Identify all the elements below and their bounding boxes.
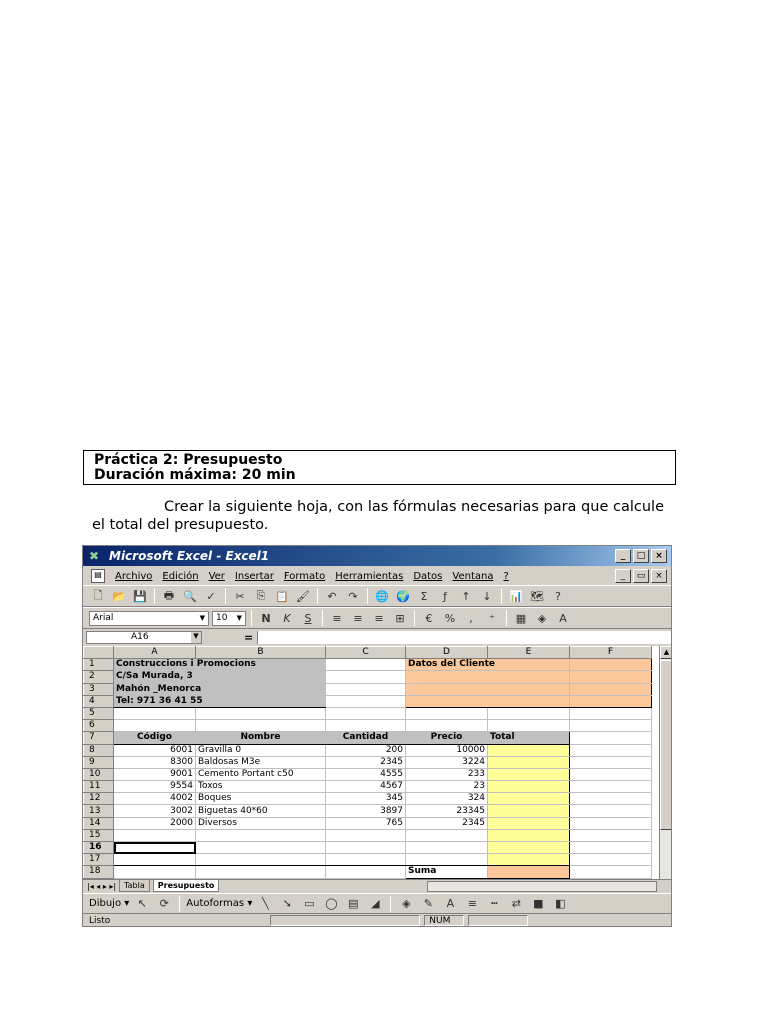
rotate-icon[interactable]: ⟳	[159, 897, 169, 910]
row-header[interactable]: 3	[84, 683, 114, 695]
menu-herramientas[interactable]: Herramientas	[335, 570, 404, 582]
cell[interactable]	[570, 817, 652, 829]
autoshapes-button[interactable]: Autoformas ▾	[186, 898, 253, 909]
format-painter-icon[interactable]: 🖌	[296, 589, 310, 603]
currency-icon[interactable]: €	[425, 611, 433, 625]
standard-toolbar	[83, 585, 671, 607]
cell[interactable]	[326, 854, 406, 866]
cell[interactable]	[114, 854, 196, 866]
table-row	[84, 805, 652, 817]
save-icon[interactable]: 💾	[133, 589, 147, 603]
line-icon[interactable]: ╲	[262, 897, 269, 910]
cut-icon[interactable]: ✂	[235, 589, 245, 603]
item-precio[interactable]: 2345	[406, 817, 488, 829]
row-header[interactable]: 13	[84, 805, 114, 817]
chart-wizard-icon[interactable]: 📊	[509, 589, 523, 603]
align-right-icon[interactable]: ≡	[374, 611, 384, 625]
item-total[interactable]	[488, 756, 570, 768]
table-row	[84, 793, 652, 805]
window-title: Microsoft Excel - Excel1	[109, 549, 270, 563]
wordart-icon[interactable]: ◢	[371, 897, 380, 910]
cell[interactable]	[406, 707, 488, 719]
cell[interactable]	[570, 805, 652, 817]
item-total[interactable]	[488, 768, 570, 780]
cell[interactable]	[326, 720, 406, 732]
menu-ver[interactable]: Ver	[208, 570, 225, 582]
suma-label-cell[interactable]: Suma	[406, 866, 488, 878]
chevron-down-icon[interactable]: ▼	[191, 632, 201, 643]
item-total[interactable]	[488, 744, 570, 756]
align-left-icon[interactable]: ≡	[332, 611, 342, 625]
cell[interactable]	[326, 866, 406, 878]
font-color-icon[interactable]: A	[559, 611, 567, 625]
row-header[interactable]: 8	[84, 744, 114, 756]
table-row	[84, 744, 652, 756]
column-header-c[interactable]: C	[326, 647, 406, 659]
paste-icon[interactable]: 📋	[275, 589, 289, 603]
cell[interactable]	[114, 707, 196, 719]
cell[interactable]	[570, 659, 652, 671]
sort-asc-icon[interactable]: ↑	[461, 589, 471, 603]
menu-formato[interactable]: Formato	[283, 570, 326, 582]
cell[interactable]	[326, 707, 406, 719]
close-button[interactable]: ×	[651, 549, 667, 563]
practice-title: Práctica 2: Presupuesto	[94, 452, 283, 468]
column-header-b[interactable]: B	[196, 647, 326, 659]
intro-paragraph: Crear la siguiente hoja, con las fórmulas necesarias para que calcule el total del presupuesto.	[92, 499, 664, 533]
line-color-icon[interactable]: ✎	[423, 897, 433, 910]
oval-icon[interactable]: ◯	[325, 897, 338, 910]
item-cantidad[interactable]: 345	[326, 793, 406, 805]
cell[interactable]	[570, 732, 652, 744]
cell[interactable]	[196, 720, 326, 732]
cell[interactable]	[570, 768, 652, 780]
item-precio[interactable]: 3224	[406, 756, 488, 768]
sheet-nav-icons[interactable]: |◂ ◂ ▸ ▸|	[87, 881, 117, 891]
chevron-down-icon: ▼	[236, 614, 242, 622]
cell[interactable]	[326, 683, 406, 695]
vertical-scrollbar[interactable]	[659, 646, 672, 879]
client-cell[interactable]	[406, 695, 570, 707]
cell[interactable]	[406, 720, 488, 732]
cell[interactable]	[570, 744, 652, 756]
row-header[interactable]: 2	[84, 671, 114, 683]
row-header[interactable]: 15	[84, 829, 114, 841]
toolbar-separator	[225, 588, 226, 604]
doc-close-button[interactable]: ×	[651, 569, 667, 583]
item-codigo[interactable]: 6001	[114, 744, 196, 756]
toolbar-separator	[322, 610, 323, 626]
cell[interactable]	[406, 842, 488, 854]
column-header-f[interactable]: F	[570, 647, 652, 659]
maximize-button[interactable]: □	[633, 549, 649, 563]
cell[interactable]	[196, 829, 326, 841]
dash-style-icon[interactable]: ┅	[491, 897, 498, 910]
formula-bar	[83, 629, 671, 645]
italic-icon[interactable]: K	[283, 611, 291, 625]
copy-icon[interactable]: ⎘	[256, 589, 266, 602]
spelling-icon[interactable]: ✓	[206, 589, 216, 603]
line-style-icon[interactable]: ≡	[467, 897, 477, 910]
menu-archivo[interactable]: Archivo	[115, 570, 153, 582]
sheet-tabs-bar	[83, 879, 671, 892]
cell[interactable]	[114, 866, 196, 878]
header-total[interactable]: Total	[488, 732, 570, 744]
header-cantidad[interactable]: Cantidad	[326, 732, 406, 744]
thousands-icon[interactable]: ,	[469, 611, 473, 625]
row-header[interactable]: 18	[84, 866, 114, 878]
row-header[interactable]: 4	[84, 695, 114, 707]
item-codigo[interactable]: 9001	[114, 768, 196, 780]
cell[interactable]	[570, 707, 652, 719]
sheet-tab-tabla[interactable]: Tabla	[119, 880, 150, 892]
merge-center-icon[interactable]: ⊞	[395, 611, 405, 625]
item-nombre[interactable]: Cemento Portant c50	[196, 768, 326, 780]
cell[interactable]	[406, 854, 488, 866]
item-codigo[interactable]: 4002	[114, 793, 196, 805]
redo-icon[interactable]: ↷	[348, 589, 358, 603]
toolbar-separator	[154, 588, 155, 604]
item-precio[interactable]: 324	[406, 793, 488, 805]
cell[interactable]	[488, 720, 570, 732]
company-phone-cell[interactable]: Tel: 971 36 41 55	[114, 695, 326, 707]
3d-icon[interactable]: ◧	[555, 897, 566, 910]
cell[interactable]	[570, 793, 652, 805]
sheet-tab-presupuesto[interactable]: Presupuesto	[153, 880, 220, 892]
font-color-icon[interactable]: A	[446, 897, 455, 910]
row-header[interactable]: 11	[84, 781, 114, 793]
status-pane	[270, 915, 420, 926]
item-nombre[interactable]: Gravilla 0	[196, 744, 326, 756]
horizontal-scrollbar[interactable]	[427, 881, 657, 892]
header-codigo[interactable]: Código	[114, 732, 196, 744]
cell[interactable]	[326, 842, 406, 854]
arrow-style-icon[interactable]: ⇄	[511, 897, 521, 910]
suma-total-cell[interactable]	[488, 866, 570, 878]
new-icon[interactable]: 🗋	[93, 588, 103, 602]
menu-datos[interactable]: Datos	[413, 570, 443, 582]
item-cantidad[interactable]: 200	[326, 744, 406, 756]
cell[interactable]	[196, 707, 326, 719]
spreadsheet-grid	[83, 646, 659, 879]
underline-icon[interactable]: S	[304, 611, 312, 625]
cell[interactable]	[570, 829, 652, 841]
sort-desc-icon[interactable]: ↓	[482, 589, 492, 603]
align-center-icon[interactable]: ≡	[353, 611, 363, 625]
toolbar-separator	[367, 588, 368, 604]
item-codigo[interactable]: 3002	[114, 805, 196, 817]
doc-restore-button[interactable]: ▭	[633, 569, 649, 583]
autosum-icon[interactable]: Σ	[420, 589, 428, 603]
header-precio[interactable]: Precio	[406, 732, 488, 744]
toolbar-separator	[501, 588, 502, 604]
item-cantidad[interactable]: 4567	[326, 781, 406, 793]
cell[interactable]	[326, 671, 406, 683]
toolbar-separator	[506, 610, 507, 626]
column-header-a[interactable]: A	[114, 647, 196, 659]
item-total[interactable]	[488, 842, 570, 854]
menu-edicion[interactable]: Edición	[162, 570, 199, 582]
cell[interactable]	[570, 671, 652, 683]
excel-logo-icon: ✖	[89, 549, 100, 563]
minimize-button[interactable]: _	[615, 549, 631, 563]
name-box-value: A16	[131, 631, 149, 642]
item-cantidad[interactable]: 3897	[326, 805, 406, 817]
scroll-thumb[interactable]	[660, 660, 672, 830]
item-total[interactable]	[488, 805, 570, 817]
undo-icon[interactable]: ↶	[327, 589, 337, 603]
menu-ventana[interactable]: Ventana	[452, 570, 494, 582]
item-total[interactable]	[488, 817, 570, 829]
row-header[interactable]: 7	[84, 732, 114, 744]
cell[interactable]	[570, 720, 652, 732]
fill-color-icon[interactable]: ◈	[537, 611, 547, 625]
item-precio[interactable]: 233	[406, 768, 488, 780]
menu-bar	[83, 567, 671, 585]
toolbar-separator	[317, 588, 318, 604]
row-header[interactable]: 6	[84, 720, 114, 732]
hyperlink-icon[interactable]: 🌐	[375, 589, 389, 603]
cell[interactable]	[406, 829, 488, 841]
chevron-down-icon: ▼	[199, 614, 205, 622]
company-address-cell[interactable]: C/Sa Murada, 3	[114, 671, 326, 683]
cell[interactable]	[570, 683, 652, 695]
practice-duration: Duración máxima: 20 min	[94, 467, 296, 483]
formula-equals[interactable]: =	[244, 630, 254, 644]
map-icon[interactable]: 🗺	[530, 589, 544, 603]
cell[interactable]	[114, 829, 196, 841]
item-cantidad[interactable]: 2345	[326, 756, 406, 768]
cell[interactable]	[196, 854, 326, 866]
increase-decimal-icon[interactable]: ⁺	[489, 611, 495, 625]
cell[interactable]	[488, 707, 570, 719]
assistant-icon[interactable]: ?	[555, 589, 561, 603]
drawing-menu-button[interactable]: Dibujo ▾	[89, 898, 130, 909]
open-icon[interactable]: 📂	[112, 589, 126, 603]
function-icon[interactable]: ƒ	[443, 589, 447, 603]
document-icon[interactable]: ▤	[91, 569, 105, 583]
cell[interactable]	[114, 720, 196, 732]
item-codigo[interactable]: 9554	[114, 781, 196, 793]
percent-icon[interactable]: %	[444, 611, 456, 625]
table-row	[84, 768, 652, 780]
doc-minimize-button[interactable]: _	[615, 569, 631, 583]
item-total[interactable]	[488, 793, 570, 805]
selected-cell-a16[interactable]	[114, 842, 196, 854]
borders-icon[interactable]: ▦	[515, 611, 527, 625]
select-arrow-icon[interactable]: ↖	[137, 897, 147, 910]
item-cantidad[interactable]: 765	[326, 817, 406, 829]
row-header[interactable]: 17	[84, 854, 114, 866]
column-header-d[interactable]: D	[406, 647, 488, 659]
scroll-up-icon[interactable]: ▲	[660, 646, 672, 659]
font-size-select[interactable]	[212, 611, 246, 626]
table-row	[84, 817, 652, 829]
print-preview-icon[interactable]: 🔍	[183, 589, 197, 603]
cell[interactable]	[196, 842, 326, 854]
row-header[interactable]: 5	[84, 707, 114, 719]
toolbar-separator	[390, 896, 391, 912]
client-cell[interactable]	[406, 683, 570, 695]
practice-title-box	[83, 450, 676, 485]
print-icon[interactable]: 🖶	[163, 588, 175, 602]
item-nombre[interactable]: Baldosas M3e	[196, 756, 326, 768]
company-city-cell[interactable]: Mahón _Menorca	[114, 683, 326, 695]
status-pane	[468, 915, 528, 926]
cell[interactable]	[326, 695, 406, 707]
row-header[interactable]: 10	[84, 768, 114, 780]
column-header-e[interactable]: E	[488, 647, 570, 659]
font-name: Arial	[93, 613, 114, 623]
excel-window	[82, 545, 672, 927]
formatting-toolbar	[83, 607, 671, 629]
web-icon[interactable]: 🌍	[396, 589, 410, 603]
num-lock-indicator: NUM	[424, 915, 464, 926]
status-text: Listo	[89, 915, 111, 926]
toolbar-separator	[179, 896, 180, 912]
drawing-toolbar	[83, 893, 671, 913]
textbox-icon[interactable]: ▤	[348, 897, 359, 910]
table-row	[84, 756, 652, 768]
status-bar	[83, 913, 671, 927]
rectangle-icon[interactable]: ▭	[304, 897, 315, 910]
item-nombre[interactable]: Biguetas 40*60	[196, 805, 326, 817]
item-total[interactable]	[488, 781, 570, 793]
item-cantidad[interactable]: 4555	[326, 768, 406, 780]
select-all-corner[interactable]	[84, 647, 114, 659]
item-nombre[interactable]: Boques	[196, 793, 326, 805]
bold-icon[interactable]: N	[261, 611, 271, 625]
formula-input[interactable]	[257, 631, 671, 644]
table-row	[84, 781, 652, 793]
shadow-icon[interactable]: ■	[533, 897, 544, 910]
item-total[interactable]	[488, 829, 570, 841]
font-size: 10	[216, 613, 228, 623]
font-select[interactable]	[89, 611, 209, 626]
cell[interactable]	[570, 756, 652, 768]
item-nombre[interactable]: Toxos	[196, 781, 326, 793]
cell[interactable]	[326, 659, 406, 671]
item-precio[interactable]: 10000	[406, 744, 488, 756]
row-header[interactable]: 14	[84, 817, 114, 829]
item-total[interactable]	[488, 854, 570, 866]
menu-insertar[interactable]: Insertar	[234, 570, 274, 582]
header-nombre[interactable]: Nombre	[196, 732, 326, 744]
fill-color-icon[interactable]: ◈	[402, 897, 411, 910]
cell[interactable]	[570, 695, 652, 707]
cell[interactable]	[196, 866, 326, 878]
row-header[interactable]: 1	[84, 659, 114, 671]
client-cell[interactable]	[406, 671, 570, 683]
item-precio[interactable]: 23	[406, 781, 488, 793]
company-name-cell[interactable]: Construccions i Promocions	[114, 659, 326, 671]
toolbar-separator	[251, 610, 252, 626]
name-box[interactable]	[86, 631, 202, 644]
row-header[interactable]: 12	[84, 793, 114, 805]
cell[interactable]	[326, 829, 406, 841]
row-header[interactable]: 9	[84, 756, 114, 768]
cell[interactable]	[570, 866, 652, 878]
menu-help[interactable]: ?	[503, 570, 509, 582]
toolbar-separator	[414, 610, 415, 626]
item-codigo[interactable]: 2000	[114, 817, 196, 829]
row-header-active[interactable]: 16	[84, 842, 114, 854]
arrow-icon[interactable]: ➘	[282, 897, 292, 910]
client-label-cell[interactable]: Datos del Cliente	[406, 659, 570, 671]
item-precio[interactable]: 23345	[406, 805, 488, 817]
item-codigo[interactable]: 8300	[114, 756, 196, 768]
cell[interactable]	[570, 842, 652, 854]
cell[interactable]	[570, 781, 652, 793]
item-nombre[interactable]: Diversos	[196, 817, 326, 829]
cell[interactable]	[570, 854, 652, 866]
title-bar	[83, 546, 671, 566]
